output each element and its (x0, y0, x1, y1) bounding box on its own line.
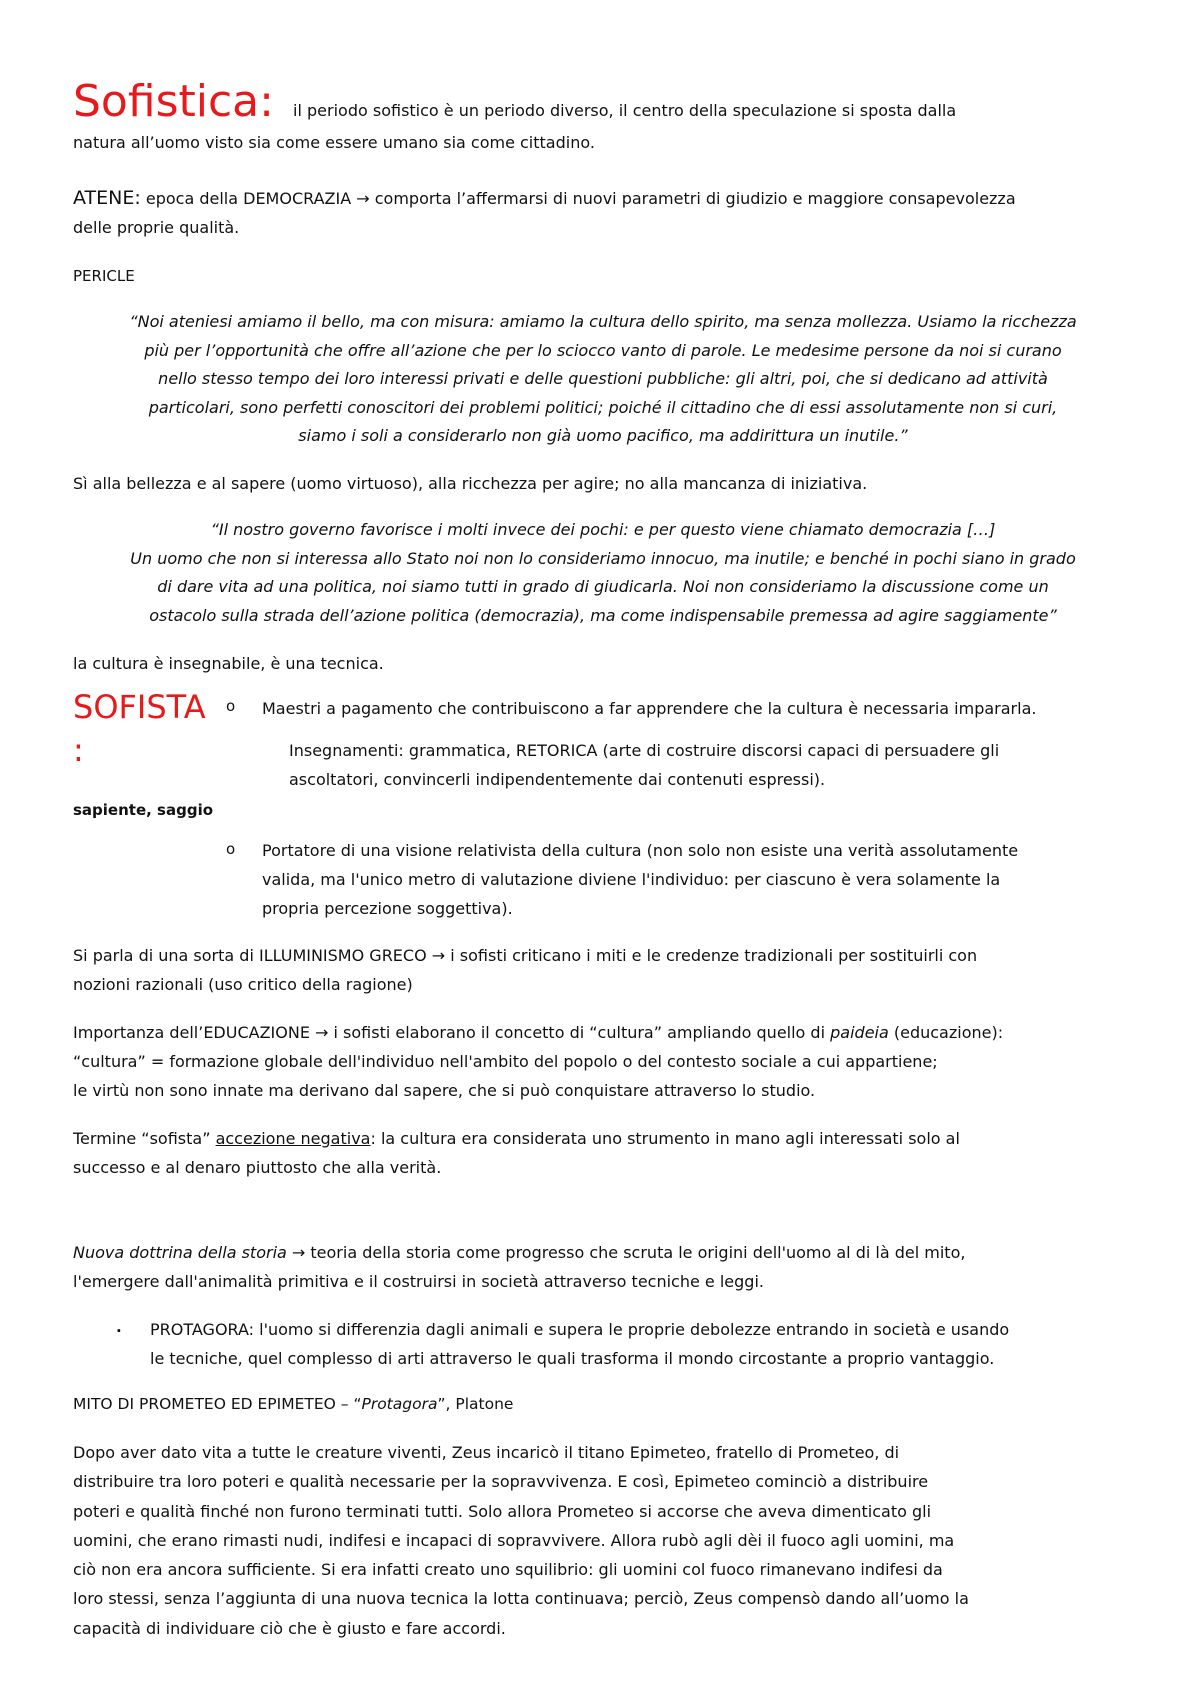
bullet-circle-icon: o (226, 840, 236, 858)
mito-heading (73, 1390, 1133, 1419)
bullet-line: propria percezione soggettiva). (262, 899, 513, 918)
intro-paragraph (73, 76, 1133, 157)
detail-line: Insegnamenti: grammatica, RETORICA (arte di costruire discorsi capaci di persuadere gli (289, 741, 1000, 760)
text-line: nozioni razionali (uso critico della ragione) (73, 975, 413, 994)
sofista-title: SOFISTA (73, 688, 206, 726)
text-line: uomini, che erano rimasti nudi, indifesi e incapaci di sopravvivere. Allora rubò agli dèi il fuoco agli uomini, ma (73, 1530, 955, 1550)
text-span: ”, Platone (437, 1395, 514, 1413)
quote-line: “Noi ateniesi amiamo il bello, ma con misura: amiamo la cultura dello spirito, ma senza mollezza. Usiamo la ricchezza (129, 312, 1077, 331)
text-line: loro stessi, senza l’aggiunta di una nuova tecnica la lotta continuava; perciò, Zeus compensò dando all’uomo la (73, 1589, 969, 1609)
main-title: Sofistica: (73, 76, 274, 127)
bullet-dot-icon: . (116, 1318, 122, 1336)
quote-line: particolari, sono perfetti conoscitori dei problemi politici; poiché il cittadino che di essi assolutamente non si curi, (148, 397, 1058, 417)
atene-label: ATENE: (73, 187, 141, 209)
bullet-line: valida, ma l'unico metro di valutazione diviene l'individuo: per ciascuno è vera solamente la (262, 870, 1001, 889)
quote-line: Un uomo che non si interessa allo Stato noi non lo consideriamo innocuo, ma inutile; e benché in pochi siano in grado (130, 548, 1076, 568)
text-line: distribuire tra loro poteri e qualità necessarie per la sopravvivenza. E così, Epimeteo cominciò a distribuire (73, 1472, 929, 1492)
text-line: le tecniche, quel complesso di arti attraverso le quali trasforma il mondo circostante a proprio vantaggio. (150, 1349, 995, 1368)
pericle-quote-2 (73, 516, 1133, 630)
quote-line: più per l’opportunità che offre all’azione che per lo sciocco vanto di parole. Le medesime persone da noi si curano (144, 340, 1062, 360)
protagora-item (150, 1315, 1150, 1373)
text-span: MITO DI PROMETEO ED EPIMETEO – “ (73, 1395, 362, 1413)
text-line: capacità di individuare ciò che è giusto e fare accordi. (73, 1618, 506, 1638)
sofista-colon: : (73, 731, 84, 769)
illuminismo-paragraph (73, 941, 1133, 999)
text-line: “cultura” = formazione globale dell'individuo nell'ambito del popolo o del contesto sociale a cui appartiene; (73, 1052, 938, 1071)
bullet-circle-icon: o (226, 697, 236, 715)
pericle-heading: PERICLE (73, 267, 135, 285)
sofista-bullet-1: Maestri a pagamento che contribuiscono a far apprendere che la cultura è necessaria impararla. (262, 699, 1037, 718)
intro-text: il periodo sofistico è un periodo diverso, il centro della speculazione si sposta dalla (293, 101, 957, 120)
pericle-quote-1 (73, 308, 1133, 451)
text-span: Termine “sofista” (73, 1129, 216, 1148)
quote-line: “Il nostro governo favorisce i molti invece dei pochi: e per questo viene chiamato democrazia […] (210, 520, 996, 539)
sofista-bullet-1-detail (289, 736, 1139, 794)
quote-line: nello stesso tempo dei loro interessi privati e delle questioni pubbliche: gli altri, poi, che si dedicano ad attività (158, 369, 1048, 388)
text-line: poteri e qualità finché non furono terminati tutti. Solo allora Prometeo si accorse che aveva dimenticato gli (73, 1501, 932, 1521)
nuova-dottrina-paragraph (73, 1238, 1133, 1296)
intro-text-2: natura all’uomo visto sia come essere umano sia come cittadino. (73, 133, 595, 152)
text-span: Importanza dell’EDUCAZIONE → i sofisti elaborano il concetto di “cultura” ampliando quello di (73, 1023, 831, 1042)
protagora-title: Protagora (361, 1395, 438, 1413)
text-line: l'emergere dall'animalità primitiva e il costruirsi in società attraverso tecniche e leggi. (73, 1272, 764, 1291)
text-line: Dopo aver dato vita a tutte le creature viventi, Zeus incaricò il titano Epimeteo, fratello di Prometeo, di (73, 1443, 900, 1462)
quote-line: di dare vita ad una politica, noi siamo tutti in grado di giudicarla. Noi non consideriamo la discussione come un (157, 577, 1049, 596)
quote-line: ostacolo sulla strada dell’azione politica (democrazia), ma come indispensabile premessa ad agire saggiamente” (149, 605, 1057, 625)
sofista-bullet-2 (262, 836, 1142, 923)
nuova-dottrina-term: Nuova dottrina della storia (73, 1243, 287, 1262)
cultura-paragraph: la cultura è insegnabile, è una tecnica. (73, 654, 384, 673)
atene-text: epoca della DEMOCRAZIA → comporta l’affermarsi di nuovi parametri di giudizio e maggiore consapevolezza (145, 189, 1016, 208)
paideia-term: paideia (830, 1023, 889, 1042)
quote-line: siamo i soli a considerarlo non già uomo pacifico, ma addirittura un inutile.” (298, 426, 908, 445)
si-alla-paragraph: Sì alla bellezza e al sapere (uomo virtuoso), alla ricchezza per agire; no alla mancanza di iniziativa. (73, 474, 868, 493)
mito-paragraph (73, 1438, 1133, 1643)
text-line: le virtù non sono innate ma derivano dal sapere, che si può conquistare attraverso lo studio. (73, 1081, 816, 1100)
termine-paragraph (73, 1124, 1133, 1182)
text-line: ciò non era ancora sufficiente. Si era infatti creato uno squilibrio: gli uomini col fuoco rimanevano indifesi da (73, 1560, 943, 1580)
text-line: Si parla di una sorta di ILLUMINISMO GRECO → i sofisti criticano i miti e le credenze tradizionali per sostituirli con (73, 946, 978, 965)
text-span: (educazione): (888, 1023, 1004, 1042)
text-span: → teoria della storia come progresso che scruta le origini dell'uomo al di là del mito, (286, 1243, 966, 1262)
atene-text-2: delle proprie qualità. (73, 218, 240, 237)
educazione-paragraph (73, 1018, 1133, 1105)
text-span: : la cultura era considerata uno strumento in mano agli interessati solo al (370, 1129, 960, 1148)
text-line: PROTAGORA: l'uomo si differenzia dagli animali e supera le proprie debolezze entrando in società e usando (150, 1320, 1010, 1339)
atene-paragraph (73, 184, 1133, 242)
bullet-line: Portatore di una visione relativista della cultura (non solo non esiste una verità assolutamente (262, 841, 1019, 860)
sofista-subtitle: sapiente, saggio (73, 801, 214, 819)
accezione-negativa-term: accezione negativa (215, 1129, 371, 1148)
text-line: successo e al denaro piuttosto che alla verità. (73, 1158, 442, 1177)
detail-line: ascoltatori, convincerli indipendentemente dai contenuti espressi). (289, 770, 826, 789)
